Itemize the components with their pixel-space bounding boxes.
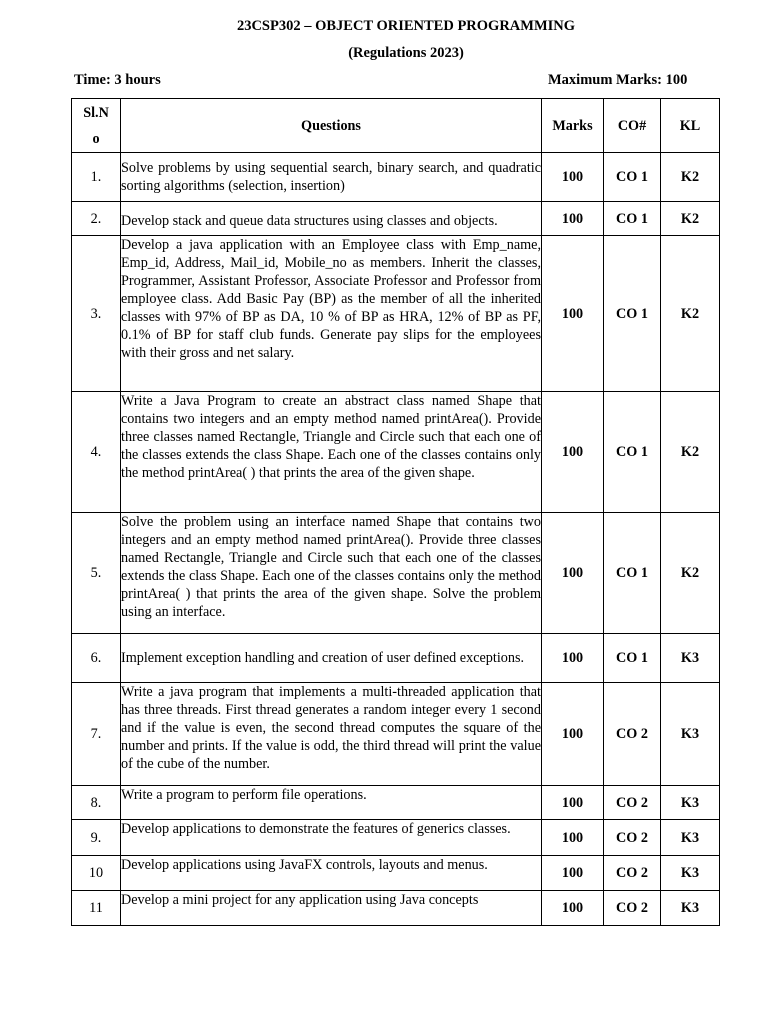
row-co: CO 1	[604, 236, 661, 392]
table-row	[72, 153, 720, 202]
row-sl-no: 1.	[72, 153, 121, 202]
row-question: Develop a java application with an Employee class with Emp_name, Emp_id, Address, Mail_id, Mobile_no as members. Inherit the classes, Programmer, Assistant Professor, Associate Professor and Professor from employee class. Add Basic Pay (BP) as the member of all the inherited classes with 97% of BP as DA, 10 % of BP as HRA, 12% of BP as PF, 0.1% of BP for staff club funds. Generate pay slips for the employees with their gross and net salary.	[121, 236, 542, 392]
table-row	[72, 236, 720, 392]
row-sl-no: 11	[72, 891, 121, 926]
row-question: Develop applications to demonstrate the features of generics classes.	[121, 820, 542, 856]
table-row	[72, 634, 720, 683]
row-marks: 100	[542, 856, 604, 891]
table-row	[72, 786, 720, 820]
row-kl: K3	[661, 891, 720, 926]
row-co: CO 1	[604, 634, 661, 683]
sl-no-header-label: Sl.No	[83, 104, 109, 147]
row-marks: 100	[542, 786, 604, 820]
row-kl: K2	[661, 153, 720, 202]
row-sl-no: 8.	[72, 786, 121, 820]
row-marks: 100	[542, 891, 604, 926]
row-sl-no: 10	[72, 856, 121, 891]
row-kl: K2	[661, 392, 720, 513]
row-marks: 100	[542, 202, 604, 236]
row-marks: 100	[542, 153, 604, 202]
row-marks: 100	[542, 392, 604, 513]
row-marks: 100	[542, 513, 604, 634]
exam-duration: Time: 3 hours	[74, 72, 161, 88]
row-kl: K3	[661, 820, 720, 856]
row-sl-no: 9.	[72, 820, 121, 856]
column-header-questions: Questions	[121, 99, 542, 153]
row-sl-no: 2.	[72, 202, 121, 236]
row-sl-no: 3.	[72, 236, 121, 392]
row-sl-no: 6.	[72, 634, 121, 683]
table-row	[72, 820, 720, 856]
row-kl: K2	[661, 236, 720, 392]
column-header-sl-no	[72, 99, 121, 153]
row-co: CO 1	[604, 202, 661, 236]
row-marks: 100	[542, 820, 604, 856]
row-kl: K3	[661, 786, 720, 820]
table-row	[72, 856, 720, 891]
row-kl: K3	[661, 856, 720, 891]
row-co: CO 2	[604, 856, 661, 891]
row-kl: K2	[661, 202, 720, 236]
row-question: Solve problems by using sequential search, binary search, and quadratic sorting algorithms (selection, insertion)	[121, 153, 542, 202]
row-co: CO 1	[604, 153, 661, 202]
table-row	[72, 683, 720, 786]
column-header-marks: Marks	[542, 99, 604, 153]
row-marks: 100	[542, 683, 604, 786]
row-question: Develop applications using JavaFX controls, layouts and menus.	[121, 856, 542, 891]
row-co: CO 1	[604, 392, 661, 513]
row-kl: K2	[661, 513, 720, 634]
row-co: CO 2	[604, 786, 661, 820]
row-co: CO 1	[604, 513, 661, 634]
maximum-marks: Maximum Marks: 100	[548, 72, 688, 88]
course-title: 23CSP302 – OBJECT ORIENTED PROGRAMMING	[236, 18, 576, 34]
row-sl-no: 4.	[72, 392, 121, 513]
row-sl-no: 7.	[72, 683, 121, 786]
row-question: Implement exception handling and creation of user defined exceptions.	[121, 634, 542, 683]
row-kl: K3	[661, 634, 720, 683]
row-question: Develop stack and queue data structures using classes and objects.	[121, 202, 542, 236]
regulations-subtitle: (Regulations 2023)	[348, 45, 464, 61]
row-co: CO 2	[604, 683, 661, 786]
table-row	[72, 891, 720, 926]
column-header-co: CO#	[604, 99, 661, 153]
row-question: Solve the problem using an interface named Shape that contains two integers and an empty method named printArea(). Provide three classes named Rectangle, Triangle and Circle such that each one of the classes extends the class Shape. Each one of the classes contains only the method printArea( ) that prints the area of the given shape. Solve the problem using an interface.	[121, 513, 542, 634]
table-row	[72, 513, 720, 634]
row-co: CO 2	[604, 820, 661, 856]
row-question: Write a program to perform file operations.	[121, 786, 542, 820]
row-sl-no: 5.	[72, 513, 121, 634]
row-kl: K3	[661, 683, 720, 786]
row-marks: 100	[542, 634, 604, 683]
row-question: Develop a mini project for any application using Java concepts	[121, 891, 542, 926]
column-header-kl: KL	[661, 99, 720, 153]
row-marks: 100	[542, 236, 604, 392]
table-header-row	[72, 99, 720, 153]
table-row	[72, 392, 720, 513]
question-table	[71, 98, 720, 926]
row-co: CO 2	[604, 891, 661, 926]
row-question: Write a java program that implements a multi-threaded application that has three threads. First thread generates a random integer every 1 second and if the value is even, the second thread computes the square of the number and prints. If the value is odd, the third thread will print the value of the cube of the number.	[121, 683, 542, 786]
table-row	[72, 202, 720, 236]
row-question: Write a Java Program to create an abstract class named Shape that contains two integers and an empty method named printArea(). Provide three classes named Rectangle, Triangle and Circle such that each one of the classes extends the class Shape. Each one of the classes contains only the method printArea( ) that prints the area of the given shape.	[121, 392, 542, 513]
